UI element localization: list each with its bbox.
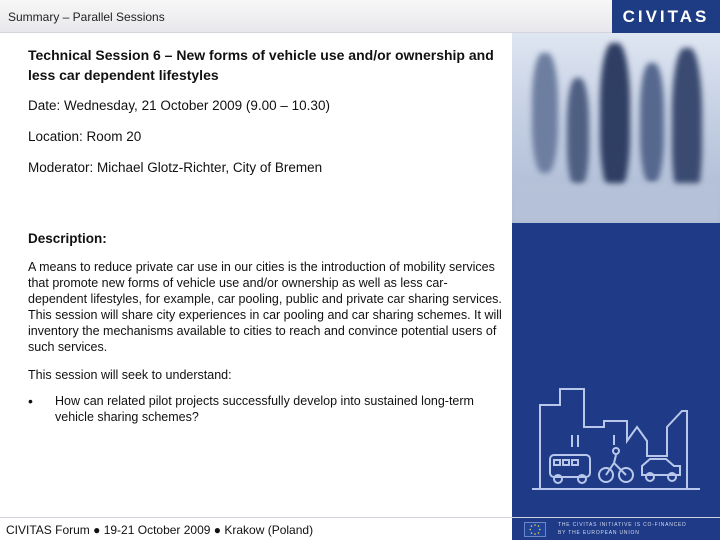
bus-icon [550, 455, 590, 483]
civitas-logo [612, 0, 720, 33]
city-skyline-illustration [512, 223, 720, 517]
eu-flag-icon [524, 522, 546, 537]
footer-text: CIVITAS Forum ● 19-21 October 2009 ● Krakow (Poland) [6, 523, 314, 537]
cofinance-line-2: BY THE EUROPEAN UNION [558, 530, 640, 536]
logo-text: CIVITAS [622, 7, 710, 26]
session-location: Location: Room 20 [28, 129, 142, 144]
bullet-icon: • [28, 393, 33, 409]
list-item [28, 393, 502, 425]
description-body: A means to reduce private car use in our cities is the introduction of mobility services that promote new forms of vehicle use and/or ownership as well as less car-dependent lifestyles, for example, car pooling, public and private car sharing services. This session will share city experiences in car pooling and car sharing schemes. It will inventory the mechanisms available to cities to reach and convince potential users of such services. [28, 260, 502, 354]
pedestrians-photo [512, 33, 720, 223]
description-heading: Description: [28, 231, 107, 246]
section-label: Summary – Parallel Sessions [8, 10, 165, 24]
bicycle-icon [599, 448, 633, 482]
brand-side-panel [512, 223, 720, 517]
cofinance-line-1: THE CIVITAS INITIATIVE IS CO-FINANCED [558, 522, 687, 528]
cofinance-note [558, 521, 687, 537]
seek-intro: This session will seek to understand: [28, 368, 232, 382]
header-bar [0, 0, 720, 33]
footer-bar [0, 517, 720, 540]
car-icon [642, 459, 680, 481]
session-title: Technical Session 6 – New forms of vehicle use and/or ownership and less car dependent lifestyles [28, 47, 494, 83]
session-content [28, 45, 502, 425]
session-date: Date: Wednesday, 21 October 2009 (9.00 – 10.30) [28, 98, 330, 113]
session-moderator: Moderator: Michael Glotz-Richter, City of Bremen [28, 160, 323, 175]
footer-brand-panel [512, 518, 720, 540]
bullet-text: How can related pilot projects successfully develop into sustained long-term vehicle sharing schemes? [55, 394, 474, 424]
